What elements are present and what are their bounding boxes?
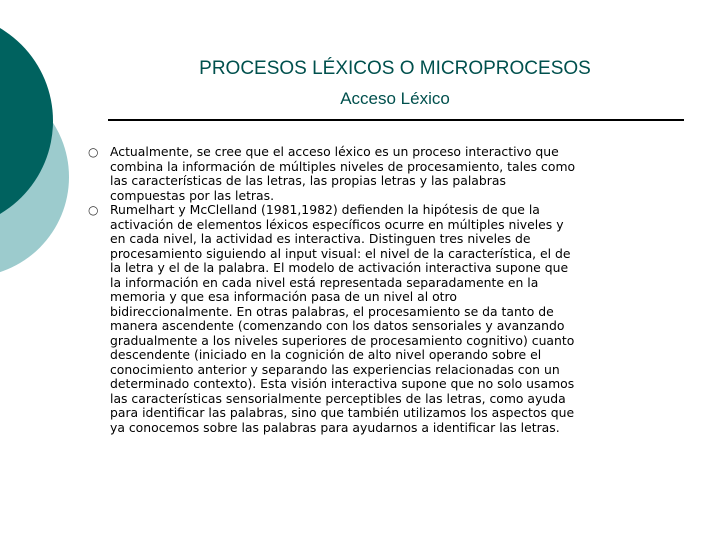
bullet-text: Actualmente, se cree que el acceso léxico es un proceso interactivo que combina la información de múltiples niveles de procesamiento, tales como las características de las letras, las propias letras y las palabras compuestas por las letras. bbox=[110, 144, 576, 203]
slide-subtitle: Acceso Léxico bbox=[340, 89, 450, 108]
bullet-circle-icon: ○ bbox=[88, 203, 99, 217]
bullet-list bbox=[88, 145, 688, 435]
slide-title: PROCESOS LÉXICOS O MICROPROCESOS bbox=[199, 58, 591, 79]
bullet-item bbox=[88, 203, 688, 435]
title-divider bbox=[108, 119, 684, 121]
decorative-circles bbox=[0, 0, 70, 280]
bullet-text: Rumelhart y McClelland (1981,1982) defienden la hipótesis de que la activación de elementos léxicos específicos ocurre en múltiples niveles y en cada nivel, la actividad es interactiva. Distinguen tres niveles de procesamiento siguiendo al input visual: el nivel de la característica, el de la letra y el de la palabra. El modelo de activación interactiva supone que la información en cada nivel está representada separadamente en la memoria y que esa información pasa de un nivel al otro bidireccionalmente. En otras palabras, el procesamiento se da tanto de manera ascendente (comenzando con los datos sensoriales y avanzando gradualmente a los niveles superiores de procesamiento cognitivo) cuanto descendente (iniciado en la cognición de alto nivel operando sobre el conocimiento anterior y separando las experiencias relacionadas con un determinado contexto). Esta visión interactiva supone que no solo usamos las características sensorialmente perceptibles de las letras, como ayuda para identificar las palabras, sino que también utilizamos los aspectos que ya conocemos sobre las palabras para ayudarnos a identificar las letras. bbox=[110, 202, 575, 435]
bullet-item bbox=[88, 145, 688, 203]
bullet-circle-icon: ○ bbox=[88, 145, 99, 159]
